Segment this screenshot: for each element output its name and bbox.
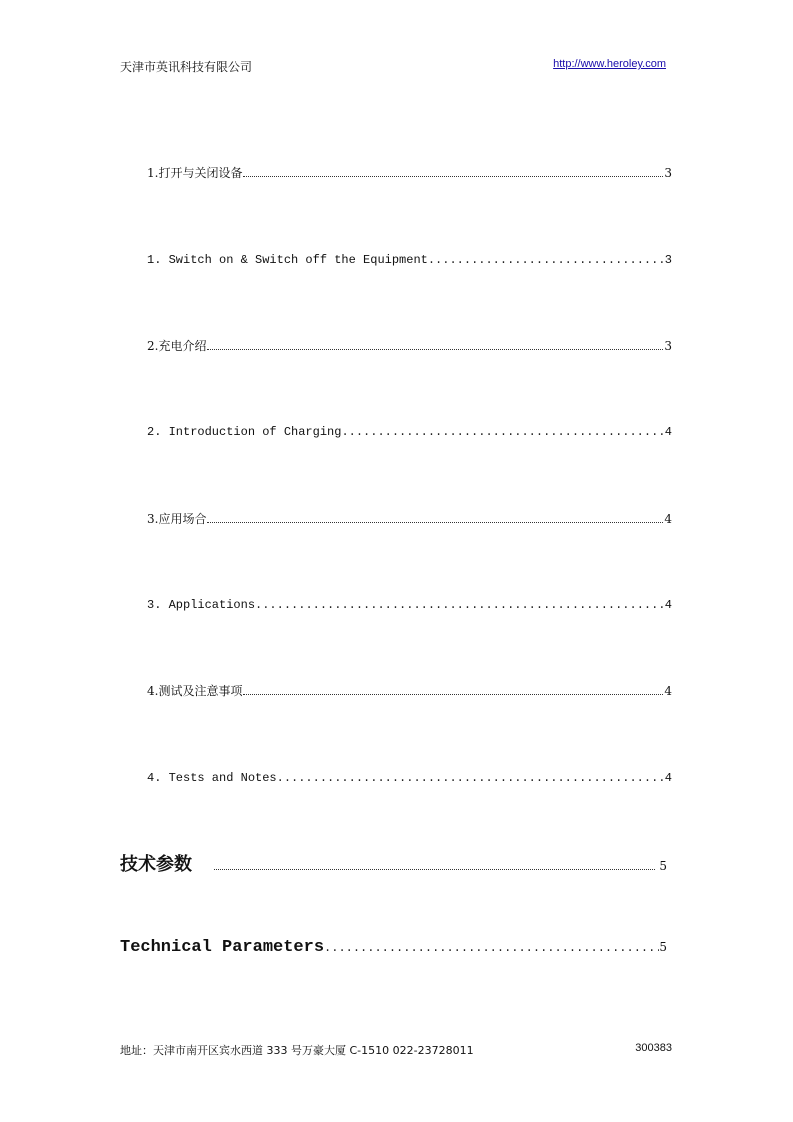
postal-code: 300383 [635,1042,672,1054]
toc-section-tech-params-en[interactable] [120,938,667,957]
toc-leader [207,349,663,350]
toc-entry-title: 4.测试及注意事项 [147,684,243,698]
company-address: 地址：天津市南开区宾水西道 333 号万豪大厦 C-1510 022-23728011 [120,1044,474,1057]
toc-entry-title: 2.充电介绍 [147,339,207,353]
toc-leader [277,770,665,786]
toc-page-number: 4 [664,425,672,439]
toc-page-number: 3 [664,166,672,180]
toc-section-title: 技术参数 [120,854,192,875]
toc-entry-title: 1.打开与关闭设备 [147,166,243,180]
toc-leader [243,176,663,177]
toc-entry-title: 1. Switch on & Switch off the Equipment [147,253,428,267]
toc-entry-1-en[interactable] [147,252,672,268]
toc-leader [428,252,665,268]
toc-leader [255,597,665,613]
toc-section-title: Technical Parameters [120,938,325,957]
toc-page-number: 3 [664,253,672,267]
toc-entry-2-zh[interactable] [147,338,672,354]
toc-leader [207,522,663,523]
toc-page-number: 3 [664,339,672,353]
toc-entry-1-zh[interactable] [147,165,672,181]
toc-entry-title: 2. Introduction of Charging [147,425,342,439]
toc-entry-3-zh[interactable] [147,511,672,527]
toc-page-number: 5 [659,859,667,873]
toc-page-number: 4 [664,771,672,785]
toc-entry-4-en[interactable] [147,770,672,786]
toc-entry-3-en[interactable] [147,597,672,613]
toc-entry-4-zh[interactable] [147,683,672,699]
toc-leader [324,941,659,955]
toc-page-number: 4 [664,684,672,698]
page-footer [120,1042,672,1060]
toc-leader [341,424,664,440]
toc-entry-title: 3.应用场合 [147,512,207,526]
toc-page-number: 4 [664,598,672,612]
toc-page-number: 4 [664,512,672,526]
toc-section-tech-params-zh[interactable] [120,850,667,876]
toc-page-number: 5 [659,940,667,954]
company-name: 天津市英讯科技有限公司 [120,60,253,74]
toc-leader [243,694,663,695]
toc-entry-title: 4. Tests and Notes [147,771,277,785]
page-header [120,58,666,76]
toc-entry-2-en[interactable] [147,424,672,440]
website-link[interactable]: http://www.heroley.com [553,58,666,70]
toc-leader [214,869,655,870]
toc-entry-title: 3. Applications [147,598,256,612]
